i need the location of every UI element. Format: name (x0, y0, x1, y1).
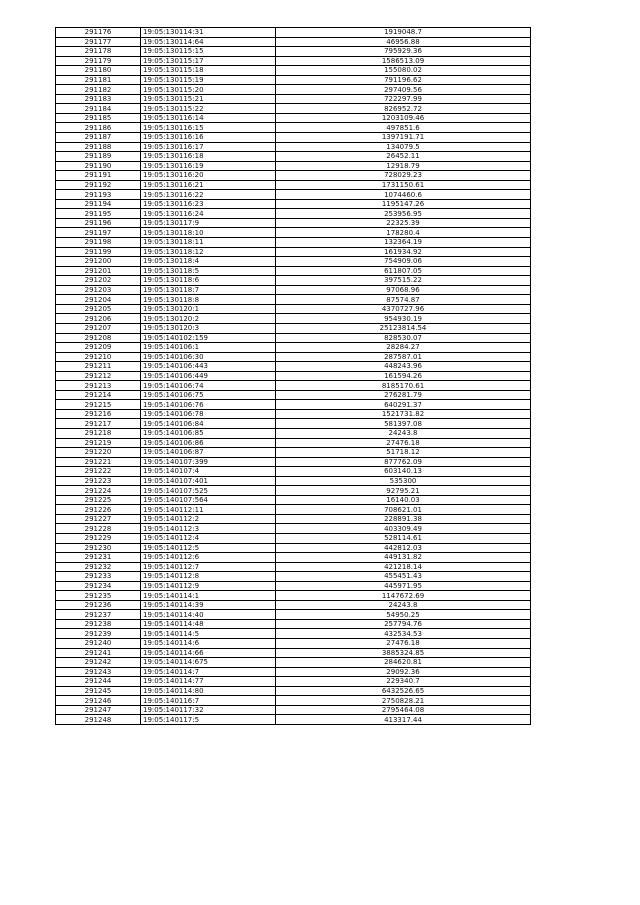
table-row (56, 677, 531, 687)
table-row (56, 352, 531, 362)
amount-cell: 611807.05 (276, 266, 531, 276)
amount-cell: 46956.88 (276, 37, 531, 47)
table-row (56, 629, 531, 639)
amount-cell: 92795.21 (276, 486, 531, 496)
amount-cell: 397515.22 (276, 276, 531, 286)
row-id-cell: 291242 (56, 658, 141, 668)
cadastral-number-cell: 19:05:140106:85 (141, 428, 276, 438)
row-id-cell: 291179 (56, 56, 141, 66)
table-row (56, 514, 531, 524)
cadastral-number-cell: 19:05:130118:11 (141, 238, 276, 248)
cadastral-number-cell: 19:05:140114:675 (141, 658, 276, 668)
cadastral-number-cell: 19:05:130118:5 (141, 266, 276, 276)
row-id-cell: 291248 (56, 715, 141, 725)
cadastral-number-cell: 19:05:140107:564 (141, 495, 276, 505)
table-row (56, 381, 531, 391)
table-row (56, 85, 531, 95)
cadastral-number-cell: 19:05:140114:39 (141, 600, 276, 610)
table-row (56, 228, 531, 238)
cadastral-number-cell: 19:05:130116:21 (141, 180, 276, 190)
table-row (56, 161, 531, 171)
table-row (56, 285, 531, 295)
table-row (56, 686, 531, 696)
table-row (56, 276, 531, 286)
amount-cell: 722297.99 (276, 94, 531, 104)
amount-cell: 12918.79 (276, 161, 531, 171)
cadastral-number-cell: 19:05:130115:17 (141, 56, 276, 66)
table-row (56, 390, 531, 400)
amount-cell: 1147672.69 (276, 591, 531, 601)
table-row (56, 428, 531, 438)
amount-cell: 954930.19 (276, 314, 531, 324)
row-id-cell: 291244 (56, 677, 141, 687)
row-id-cell: 291217 (56, 419, 141, 429)
table-row (56, 648, 531, 658)
amount-cell: 421218.14 (276, 562, 531, 572)
table-row (56, 476, 531, 486)
amount-cell: 535300 (276, 476, 531, 486)
cadastral-number-cell: 19:05:140112:11 (141, 505, 276, 515)
table-row (56, 533, 531, 543)
row-id-cell: 291216 (56, 409, 141, 419)
table-row (56, 171, 531, 181)
table-row (56, 667, 531, 677)
amount-cell: 442812.03 (276, 543, 531, 553)
cadastral-number-cell: 19:05:140106:75 (141, 390, 276, 400)
table-row (56, 553, 531, 563)
table-row (56, 133, 531, 143)
table-row (56, 610, 531, 620)
amount-cell: 791196.62 (276, 75, 531, 85)
row-id-cell: 291247 (56, 705, 141, 715)
amount-cell: 161934.92 (276, 247, 531, 257)
table-row (56, 543, 531, 553)
table-row (56, 190, 531, 200)
row-id-cell: 291219 (56, 438, 141, 448)
amount-cell: 27476.18 (276, 639, 531, 649)
amount-cell: 1195147.26 (276, 199, 531, 209)
table-row (56, 581, 531, 591)
row-id-cell: 291184 (56, 104, 141, 114)
cadastral-number-cell: 19:05:140112:9 (141, 581, 276, 591)
cadastral-number-cell: 19:05:130115:20 (141, 85, 276, 95)
cadastral-number-cell: 19:05:140107:401 (141, 476, 276, 486)
amount-cell: 97068.96 (276, 285, 531, 295)
amount-cell: 161594.26 (276, 371, 531, 381)
amount-cell: 178280.4 (276, 228, 531, 238)
row-id-cell: 291203 (56, 285, 141, 295)
amount-cell: 448243.96 (276, 362, 531, 372)
amount-cell: 877762.09 (276, 457, 531, 467)
table-row (56, 457, 531, 467)
row-id-cell: 291245 (56, 686, 141, 696)
amount-cell: 3885324.85 (276, 648, 531, 658)
table-row (56, 28, 531, 38)
amount-cell: 228891.38 (276, 514, 531, 524)
amount-cell: 28284.27 (276, 343, 531, 353)
row-id-cell: 291205 (56, 304, 141, 314)
row-id-cell: 291228 (56, 524, 141, 534)
amount-cell: 1074460.6 (276, 190, 531, 200)
table-row (56, 180, 531, 190)
amount-cell: 287587.01 (276, 352, 531, 362)
amount-cell: 1521731.82 (276, 409, 531, 419)
row-id-cell: 291211 (56, 362, 141, 372)
amount-cell: 1397191.71 (276, 133, 531, 143)
table-row (56, 323, 531, 333)
cadastral-number-cell: 19:05:140107:525 (141, 486, 276, 496)
table-row (56, 562, 531, 572)
row-id-cell: 291204 (56, 295, 141, 305)
table-row (56, 238, 531, 248)
row-id-cell: 291209 (56, 343, 141, 353)
cadastral-number-cell: 19:05:130114:64 (141, 37, 276, 47)
table-row (56, 467, 531, 477)
row-id-cell: 291231 (56, 553, 141, 563)
amount-cell: 449131.82 (276, 553, 531, 563)
amount-cell: 1586513.09 (276, 56, 531, 66)
row-id-cell: 291215 (56, 400, 141, 410)
cadastral-number-cell: 19:05:130116:22 (141, 190, 276, 200)
row-id-cell: 291232 (56, 562, 141, 572)
amount-cell: 26452.11 (276, 152, 531, 162)
table-row (56, 639, 531, 649)
table-row (56, 715, 531, 725)
cadastral-number-cell: 19:05:140114:80 (141, 686, 276, 696)
cadastral-number-cell: 19:05:130120:2 (141, 314, 276, 324)
row-id-cell: 291192 (56, 180, 141, 190)
amount-cell: 826952.72 (276, 104, 531, 114)
amount-cell: 8185170.61 (276, 381, 531, 391)
table-row (56, 705, 531, 715)
cadastral-number-cell: 19:05:130116:18 (141, 152, 276, 162)
amount-cell: 24243.8 (276, 600, 531, 610)
table-row (56, 37, 531, 47)
table-row (56, 257, 531, 267)
table-row (56, 448, 531, 458)
amount-cell: 155080.02 (276, 66, 531, 76)
amount-cell: 708621.01 (276, 505, 531, 515)
row-id-cell: 291224 (56, 486, 141, 496)
table-row (56, 66, 531, 76)
table-row (56, 75, 531, 85)
cadastral-number-cell: 19:05:140106:443 (141, 362, 276, 372)
cadastral-number-cell: 19:05:140112:2 (141, 514, 276, 524)
row-id-cell: 291214 (56, 390, 141, 400)
table-row (56, 123, 531, 133)
amount-cell: 16140.03 (276, 495, 531, 505)
table-row (56, 505, 531, 515)
amount-cell: 229340.7 (276, 677, 531, 687)
cadastral-number-cell: 19:05:140112:4 (141, 533, 276, 543)
row-id-cell: 291226 (56, 505, 141, 515)
table-row (56, 371, 531, 381)
table-row (56, 295, 531, 305)
table-row (56, 658, 531, 668)
cadastral-number-cell: 19:05:140117:32 (141, 705, 276, 715)
table-row (56, 362, 531, 372)
cadastral-number-cell: 19:05:130116:24 (141, 209, 276, 219)
row-id-cell: 291212 (56, 371, 141, 381)
table-row (56, 409, 531, 419)
row-id-cell: 291225 (56, 495, 141, 505)
cadastral-number-cell: 19:05:130116:14 (141, 113, 276, 123)
amount-cell: 754909.06 (276, 257, 531, 267)
cadastral-number-cell: 19:05:130118:6 (141, 276, 276, 286)
row-id-cell: 291198 (56, 238, 141, 248)
row-id-cell: 291213 (56, 381, 141, 391)
row-id-cell: 291223 (56, 476, 141, 486)
row-id-cell: 291227 (56, 514, 141, 524)
cadastral-number-cell: 19:05:140106:86 (141, 438, 276, 448)
row-id-cell: 291220 (56, 448, 141, 458)
amount-cell: 276281.79 (276, 390, 531, 400)
cadastral-number-cell: 19:05:140116:7 (141, 696, 276, 706)
amount-cell: 132364.19 (276, 238, 531, 248)
table-row (56, 495, 531, 505)
cadastral-number-cell: 19:05:140114:48 (141, 619, 276, 629)
row-id-cell: 291195 (56, 209, 141, 219)
row-id-cell: 291185 (56, 113, 141, 123)
row-id-cell: 291243 (56, 667, 141, 677)
table-row (56, 333, 531, 343)
amount-cell: 432534.53 (276, 629, 531, 639)
row-id-cell: 291210 (56, 352, 141, 362)
row-id-cell: 291236 (56, 600, 141, 610)
amount-cell: 603140.13 (276, 467, 531, 477)
cadastral-number-cell: 19:05:140106:1 (141, 343, 276, 353)
row-id-cell: 291241 (56, 648, 141, 658)
table-row (56, 113, 531, 123)
table-row (56, 572, 531, 582)
amount-cell: 134079.5 (276, 142, 531, 152)
table-row (56, 247, 531, 257)
table-row (56, 314, 531, 324)
cadastral-number-cell: 19:05:130116:17 (141, 142, 276, 152)
table-row (56, 343, 531, 353)
row-id-cell: 291199 (56, 247, 141, 257)
cadastral-number-cell: 19:05:140106:30 (141, 352, 276, 362)
row-id-cell: 291182 (56, 85, 141, 95)
row-id-cell: 291208 (56, 333, 141, 343)
row-id-cell: 291194 (56, 199, 141, 209)
row-id-cell: 291193 (56, 190, 141, 200)
amount-cell: 253956.95 (276, 209, 531, 219)
cadastral-number-cell: 19:05:130118:10 (141, 228, 276, 238)
cadastral-number-cell: 19:05:140112:6 (141, 553, 276, 563)
amount-cell: 6432526.65 (276, 686, 531, 696)
amount-cell: 29092.36 (276, 667, 531, 677)
row-id-cell: 291207 (56, 323, 141, 333)
cadastral-number-cell: 19:05:140107:4 (141, 467, 276, 477)
cadastral-number-cell: 19:05:130116:23 (141, 199, 276, 209)
cadastral-number-cell: 19:05:140112:7 (141, 562, 276, 572)
cadastral-number-cell: 19:05:140106:74 (141, 381, 276, 391)
amount-cell: 87574.87 (276, 295, 531, 305)
cadastral-number-cell: 19:05:130114:31 (141, 28, 276, 38)
cadastral-number-cell: 19:05:140114:5 (141, 629, 276, 639)
table-row (56, 142, 531, 152)
table-row (56, 619, 531, 629)
row-id-cell: 291246 (56, 696, 141, 706)
amount-cell: 1731150.61 (276, 180, 531, 190)
row-id-cell: 291191 (56, 171, 141, 181)
row-id-cell: 291229 (56, 533, 141, 543)
cadastral-number-cell: 19:05:130120:3 (141, 323, 276, 333)
row-id-cell: 291238 (56, 619, 141, 629)
table-row (56, 218, 531, 228)
cadastral-number-cell: 19:05:130117:9 (141, 218, 276, 228)
cadastral-number-cell: 19:05:140106:87 (141, 448, 276, 458)
table-row (56, 304, 531, 314)
row-id-cell: 291237 (56, 610, 141, 620)
amount-cell: 297409.56 (276, 85, 531, 95)
amount-cell: 640291.37 (276, 400, 531, 410)
row-id-cell: 291222 (56, 467, 141, 477)
table-row (56, 209, 531, 219)
amount-cell: 24243.8 (276, 428, 531, 438)
row-id-cell: 291234 (56, 581, 141, 591)
row-id-cell: 291180 (56, 66, 141, 76)
cadastral-number-cell: 19:05:140106:76 (141, 400, 276, 410)
amount-cell: 413317.44 (276, 715, 531, 725)
row-id-cell: 291186 (56, 123, 141, 133)
row-id-cell: 291181 (56, 75, 141, 85)
amount-cell: 51718.12 (276, 448, 531, 458)
table-row (56, 56, 531, 66)
cadastral-number-cell: 19:05:130115:18 (141, 66, 276, 76)
cadastral-number-cell: 19:05:130118:12 (141, 247, 276, 257)
row-id-cell: 291189 (56, 152, 141, 162)
cadastral-number-cell: 19:05:130115:15 (141, 47, 276, 57)
data-table (55, 27, 531, 725)
cadastral-number-cell: 19:05:140112:8 (141, 572, 276, 582)
cadastral-number-cell: 19:05:140114:66 (141, 648, 276, 658)
cadastral-number-cell: 19:05:130120:1 (141, 304, 276, 314)
amount-cell: 581397.08 (276, 419, 531, 429)
table-row (56, 438, 531, 448)
row-id-cell: 291176 (56, 28, 141, 38)
amount-cell: 257794.76 (276, 619, 531, 629)
table-row (56, 591, 531, 601)
cadastral-number-cell: 19:05:130116:19 (141, 161, 276, 171)
amount-cell: 795929.36 (276, 47, 531, 57)
cadastral-number-cell: 19:05:130118:7 (141, 285, 276, 295)
cadastral-number-cell: 19:05:130118:8 (141, 295, 276, 305)
table-row (56, 524, 531, 534)
amount-cell: 284620.81 (276, 658, 531, 668)
cadastral-number-cell: 19:05:140114:7 (141, 667, 276, 677)
cadastral-number-cell: 19:05:130115:21 (141, 94, 276, 104)
cadastral-number-cell: 19:05:140102:159 (141, 333, 276, 343)
table-row (56, 152, 531, 162)
amount-cell: 25123814.54 (276, 323, 531, 333)
row-id-cell: 291218 (56, 428, 141, 438)
cadastral-number-cell: 19:05:130115:22 (141, 104, 276, 114)
amount-cell: 828530.07 (276, 333, 531, 343)
row-id-cell: 291201 (56, 266, 141, 276)
amount-cell: 445971.95 (276, 581, 531, 591)
row-id-cell: 291178 (56, 47, 141, 57)
row-id-cell: 291197 (56, 228, 141, 238)
row-id-cell: 291235 (56, 591, 141, 601)
cadastral-number-cell: 19:05:130116:20 (141, 171, 276, 181)
cadastral-number-cell: 19:05:140114:40 (141, 610, 276, 620)
amount-cell: 455451.43 (276, 572, 531, 582)
table-row (56, 266, 531, 276)
amount-cell: 528114.61 (276, 533, 531, 543)
cadastral-number-cell: 19:05:130116:15 (141, 123, 276, 133)
cadastral-number-cell: 19:05:130115:19 (141, 75, 276, 85)
row-id-cell: 291233 (56, 572, 141, 582)
cadastral-number-cell: 19:05:140107:399 (141, 457, 276, 467)
table-body (56, 28, 531, 725)
table-row (56, 199, 531, 209)
table-row (56, 486, 531, 496)
cadastral-number-cell: 19:05:140112:5 (141, 543, 276, 553)
cadastral-number-cell: 19:05:140106:449 (141, 371, 276, 381)
row-id-cell: 291188 (56, 142, 141, 152)
amount-cell: 27476.18 (276, 438, 531, 448)
row-id-cell: 291183 (56, 94, 141, 104)
cadastral-number-cell: 19:05:130116:16 (141, 133, 276, 143)
amount-cell: 22325.39 (276, 218, 531, 228)
amount-cell: 4370727.96 (276, 304, 531, 314)
table-row (56, 94, 531, 104)
amount-cell: 1919048.7 (276, 28, 531, 38)
cadastral-number-cell: 19:05:140106:78 (141, 409, 276, 419)
row-id-cell: 291240 (56, 639, 141, 649)
table-row (56, 104, 531, 114)
amount-cell: 728029.23 (276, 171, 531, 181)
cadastral-number-cell: 19:05:140117:5 (141, 715, 276, 725)
cadastral-number-cell: 19:05:140112:3 (141, 524, 276, 534)
row-id-cell: 291230 (56, 543, 141, 553)
table-row (56, 400, 531, 410)
amount-cell: 1203109.46 (276, 113, 531, 123)
row-id-cell: 291206 (56, 314, 141, 324)
table-row (56, 600, 531, 610)
row-id-cell: 291202 (56, 276, 141, 286)
cadastral-number-cell: 19:05:140106:84 (141, 419, 276, 429)
row-id-cell: 291196 (56, 218, 141, 228)
amount-cell: 403309.49 (276, 524, 531, 534)
table-row (56, 696, 531, 706)
row-id-cell: 291177 (56, 37, 141, 47)
table-row (56, 47, 531, 57)
row-id-cell: 291221 (56, 457, 141, 467)
cadastral-number-cell: 19:05:140114:6 (141, 639, 276, 649)
amount-cell: 54950.25 (276, 610, 531, 620)
cadastral-number-cell: 19:05:140114:77 (141, 677, 276, 687)
row-id-cell: 291190 (56, 161, 141, 171)
amount-cell: 2795464.08 (276, 705, 531, 715)
amount-cell: 497851.6 (276, 123, 531, 133)
cadastral-number-cell: 19:05:130118:4 (141, 257, 276, 267)
row-id-cell: 291239 (56, 629, 141, 639)
row-id-cell: 291200 (56, 257, 141, 267)
table-row (56, 419, 531, 429)
cadastral-number-cell: 19:05:140114:1 (141, 591, 276, 601)
amount-cell: 2750828.21 (276, 696, 531, 706)
row-id-cell: 291187 (56, 133, 141, 143)
